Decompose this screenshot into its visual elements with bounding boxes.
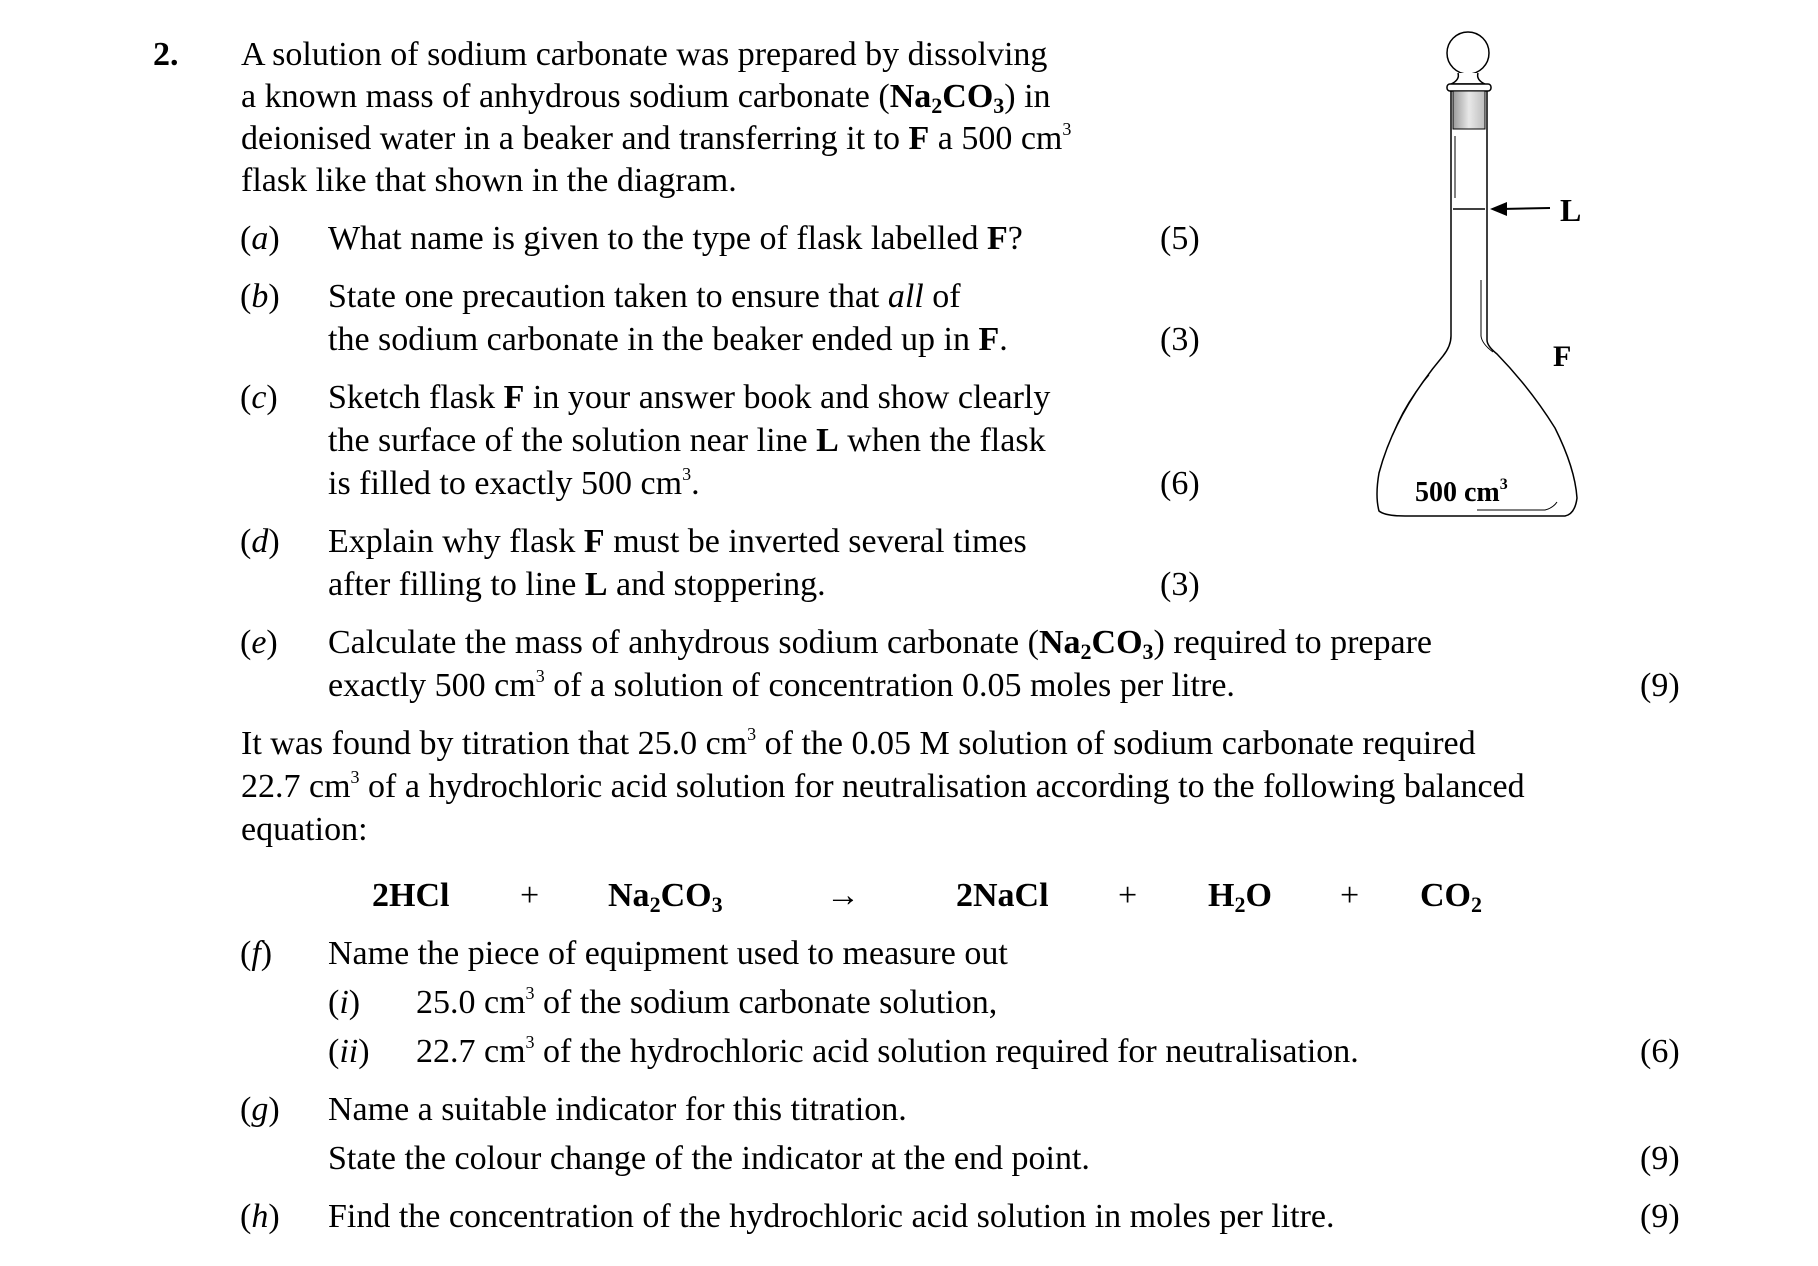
part-g-line-2: State the colour change of the indicator at the end point. (328, 1140, 1090, 1177)
eq-plus-3: + (1340, 877, 1360, 914)
part-e-marks: (9) (1640, 667, 1680, 704)
label-L: L (1560, 192, 1582, 228)
part-d-line-2: after filling to line L and stoppering. (328, 566, 826, 603)
part-c-marks: (6) (1160, 465, 1200, 502)
eq-term-nacl: 2NaCl (956, 877, 1049, 914)
label-F: F (1553, 340, 1572, 373)
part-b-line-2: the sodium carbonate in the beaker ended up in F. (328, 321, 1008, 358)
titration-line-2: 22.7 $cm^3$ of a hydrochloric acid solution for neutralisation according to the following balanced (241, 766, 1525, 805)
eq-plus-1: + (520, 877, 540, 914)
part-a-marks: (5) (1160, 220, 1200, 257)
part-h-line-1: Find the concentration of the hydrochloric acid solution in moles per litre. (328, 1198, 1335, 1235)
part-g-label: (g) (240, 1091, 280, 1128)
part-c-line-1: Sketch flask F in your answer book and show clearly (328, 379, 1051, 416)
part-f-line-1: Name the piece of equipment used to measure out (328, 935, 1008, 972)
part-g-marks: (9) (1640, 1140, 1680, 1177)
part-b-marks: (3) (1160, 321, 1200, 358)
stopper-knob-icon (1447, 32, 1489, 74)
question-number: 2. (153, 36, 179, 73)
part-a-text: What name is given to the type of flask labelled F? (328, 220, 1023, 257)
titration-line-3: equation: (241, 811, 368, 848)
intro-line-4: flask like that shown in the diagram. (241, 162, 737, 199)
part-f-ii-label: (ii) (328, 1033, 370, 1070)
volumetric-flask-diagram (1365, 18, 1665, 578)
part-g-line-1: Name a suitable indicator for this titration. (328, 1091, 907, 1128)
part-e-label: (e) (240, 624, 278, 661)
eq-term-na2co3: $Na_2CO_3$ (608, 877, 723, 917)
part-h-label: (h) (240, 1198, 280, 1235)
part-h-marks: (9) (1640, 1198, 1680, 1235)
part-f-i-label: (i) (328, 984, 361, 1021)
part-a-label: (a) (240, 220, 280, 257)
arrow-icon (1501, 208, 1550, 209)
part-c-line-3: is filled to exactly 500 $cm^3$. (328, 463, 700, 502)
part-f-ii-text: 22.7 $cm^3$ of the hydrochloric acid solution required for neutralisation. (416, 1031, 1359, 1070)
intro-line-1: A solution of sodium carbonate was prepared by dissolving (241, 36, 1048, 73)
part-e-line-1: Calculate the mass of anhydrous sodium carbonate $(Na_2CO_3)$ required to prepare (328, 624, 1432, 664)
volume-label: 500 $cm^3$ (1415, 476, 1508, 508)
part-c-label: (c) (240, 379, 278, 416)
eq-term-h2o: $H_2O$ (1208, 877, 1272, 917)
part-f-i-text: 25.0 $cm^3$ of the sodium carbonate solution, (416, 982, 998, 1021)
eq-plus-2: + (1118, 877, 1138, 914)
part-d-label: (d) (240, 523, 280, 560)
titration-line-1: It was found by titration that 25.0 $cm^3$ of the 0.05 M solution of sodium carbonate required (241, 723, 1476, 762)
part-e-line-2: exactly 500 $cm^3$ of a solution of concentration 0.05 moles per litre. (328, 665, 1235, 704)
part-d-line-1: Explain why flask F must be inverted several times (328, 523, 1027, 560)
part-f-label: (f) (240, 935, 273, 972)
eq-term-hcl: 2HCl (372, 877, 450, 914)
eq-term-co2: $CO_2$ (1420, 877, 1482, 917)
part-c-line-2: the surface of the solution near line L when the flask (328, 422, 1046, 459)
intro-line-3: deionised water in a beaker and transferring it to F a 500 $cm^3$ (241, 118, 1072, 157)
part-b-label: (b) (240, 278, 280, 315)
intro-line-2: a known mass of anhydrous sodium carbonate $(Na_2CO_3)$ in (241, 78, 1051, 118)
part-d-marks: (3) (1160, 566, 1200, 603)
part-f-marks: (6) (1640, 1033, 1680, 1070)
part-b-line-1: State one precaution taken to ensure that all of (328, 278, 961, 315)
eq-arrow-icon: → (826, 877, 860, 914)
